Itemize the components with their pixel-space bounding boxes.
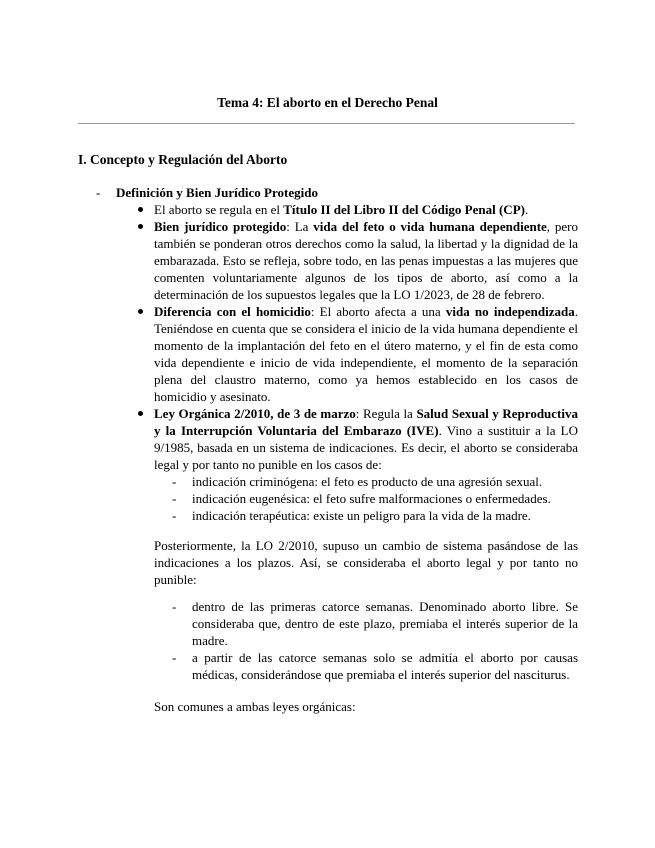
indicacion-item: - indicación eugenésica: el feto sufre malformaciones o enfermedades. (154, 490, 578, 507)
bullet-bold-text: Bien jurídico protegido (154, 219, 287, 234)
bullet-bold-text: vida no independizada (445, 304, 575, 319)
bullet-text: : La (286, 219, 314, 234)
bullet-text: : El aborto afecta a una (310, 304, 446, 319)
subheading: Definición y Bien Jurídico Protegido (116, 185, 318, 200)
bullet-bold-text: Salud Sexual y Reproductiva y la Interrupción Voluntaria del Embarazo (IVE) (154, 406, 578, 438)
bullet-text: . (524, 202, 529, 217)
bullet-text: . Teniéndose en cuenta que se considera el inicio de la vida humana dependiente el momento de la implantación del feto en el útero materno, y el fin de esta como vida dependiente e inicio de vida independiente, el momento de la separación plena del claustro materno, como ya hemos establecido en los casos de homicidio y asesinato. (154, 304, 578, 404)
bullet-item (154, 201, 578, 218)
horizontal-rule (78, 123, 575, 124)
bullet-item (154, 405, 578, 524)
bullet-bold-text: Diferencia con el homicidio (154, 304, 311, 319)
paragraph-plazos-intro: Posteriormente, la LO 2/2010, supuso un cambio de sistema pasándose de las indicaciones a los plazos. Así, se consideraba el aborto legal y por tanto no punible: (154, 538, 578, 587)
paragraph-common: Son comunes a ambas leyes orgánicas: (154, 699, 356, 714)
plazo-item: - dentro de las primeras catorce semanas. Denominado aborto libre. Se consideraba que, dentro de este plazo, premiaba el interés superior de la madre. (154, 598, 578, 649)
bullet-item (154, 303, 578, 405)
bullet-item (154, 218, 578, 303)
bullet-text: , pero también se ponderan otros derechos como la salud, la libertad y la dignidad de la embarazada. Esto se refleja, sobre todo, en las penas impuestas a las mujeres que comenten voluntariamente algunos de los tipos de aborto, así como a la determinación de los supuestos legales que la LO 1/2023, de 28 de febrero. (154, 219, 578, 302)
subheading-dash: - (96, 185, 101, 200)
bullet-bold-text: vida del feto o vida humana dependiente (313, 219, 547, 234)
bullet-text: El aborto se regula en el (154, 202, 284, 217)
bullet-bold-text: Ley Orgánica 2/2010, de 3 de marzo (154, 406, 356, 421)
document-title: Tema 4: El aborto en el Derecho Penal (217, 95, 438, 110)
section-heading: I. Concepto y Regulación del Aborto (78, 152, 288, 167)
plazos-list (154, 598, 578, 683)
indicaciones-list (154, 473, 578, 524)
bullet-text: . Vino a sustituir a la LO 9/1985, basada en un sistema de indicaciones. Es decir, el aborto se consideraba legal y por tanto no punible en los casos de: (154, 423, 578, 472)
indicacion-item: - indicación criminógena: el feto es producto de una agresión sexual. (154, 473, 578, 490)
bullet-text: : Regula la (355, 406, 417, 421)
bullet-bold-text: Título II del Libro II del Código Penal (CP) (283, 202, 525, 217)
plazo-item: - a partir de las catorce semanas solo se admitía el aborto por causas médicas, considerándose que premiaba el interés superior del nasciturus. (154, 649, 578, 683)
bullet-list (154, 201, 578, 524)
indicacion-item: - indicación terapéutica: existe un peligro para la vida de la madre. (154, 507, 578, 524)
